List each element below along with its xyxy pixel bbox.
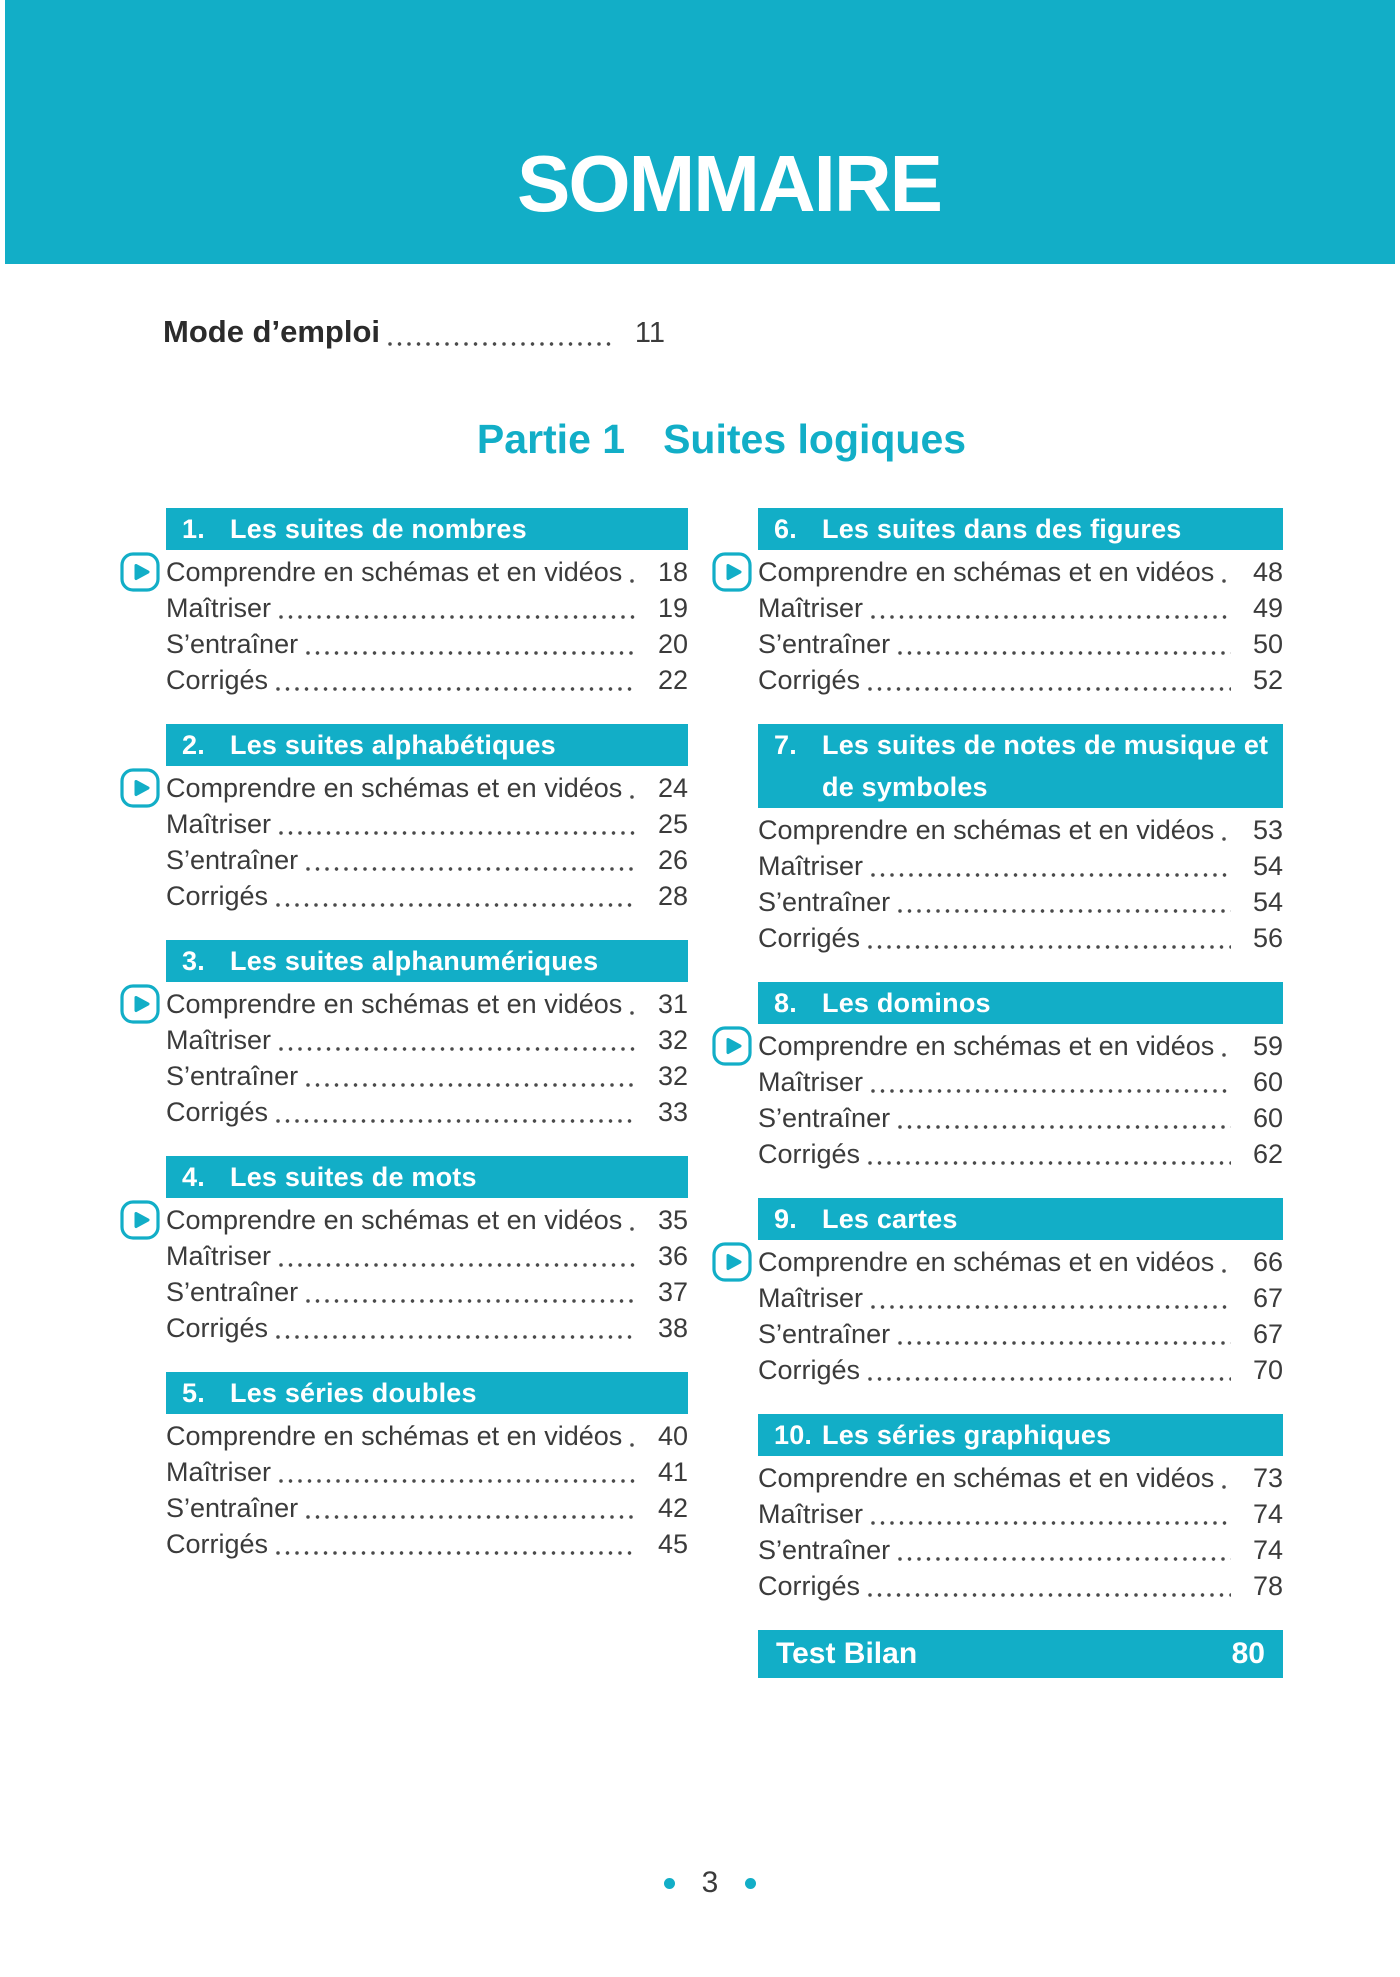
toc-entry — [166, 1310, 688, 1346]
toc-entry — [758, 1136, 1283, 1172]
entry-label: Maîtriser — [758, 851, 864, 881]
entry-label: Comprendre en schémas et en vidéos — [758, 815, 1215, 845]
section-header-bar — [166, 940, 688, 982]
page-number: 28 — [657, 881, 688, 911]
section-header-bar — [758, 508, 1283, 550]
play-video-icon — [120, 552, 160, 592]
toc-entry — [758, 662, 1283, 698]
section-header-bar — [166, 508, 688, 550]
dot-leader — [306, 867, 636, 871]
entry-label: S’entraîner — [166, 1493, 299, 1523]
pager-dot-icon — [745, 1878, 756, 1889]
entry-label: S’entraîner — [758, 629, 891, 659]
entry-label: Corrigés — [758, 1355, 861, 1385]
dot-leader — [868, 1593, 1231, 1597]
toc-entry — [758, 848, 1283, 884]
toc-entry — [758, 884, 1283, 920]
entry-label: S’entraîner — [758, 1319, 891, 1349]
test-bilan-bar — [758, 1630, 1283, 1678]
section-number: 10. — [774, 1420, 813, 1450]
section-title: Les suites dans des figures — [822, 514, 1182, 544]
page-number: 52 — [1252, 665, 1283, 695]
toc-entry — [166, 662, 688, 698]
dot-leader — [630, 795, 636, 799]
entry-label: S’entraîner — [166, 1061, 299, 1091]
page-number: 74 — [1252, 1535, 1283, 1565]
section-number: 1. — [182, 514, 205, 544]
section-entries — [758, 1460, 1283, 1604]
section-10 — [712, 1414, 1283, 1604]
toc-entry — [166, 1274, 688, 1310]
section-header-bar — [758, 982, 1283, 1024]
section-3 — [120, 940, 688, 1130]
page-number: 19 — [657, 593, 688, 623]
dot-leader — [871, 1521, 1231, 1525]
toc-entry — [166, 986, 688, 1022]
page-footer — [0, 1868, 1400, 1898]
section-number: 4. — [182, 1162, 205, 1192]
play-video-icon — [712, 1242, 752, 1282]
dot-leader — [898, 651, 1231, 655]
section-number: 2. — [182, 730, 205, 760]
page-number: 26 — [657, 845, 688, 875]
section-5 — [120, 1372, 688, 1562]
section-2 — [120, 724, 688, 914]
page-number: 60 — [1252, 1067, 1283, 1097]
section-header-bar — [166, 724, 688, 766]
page-number: 67 — [1252, 1319, 1283, 1349]
part-title: Suites logiques — [663, 416, 967, 462]
entry-label: S’entraîner — [166, 1277, 299, 1307]
entry-label: Comprendre en schémas et en vidéos — [758, 557, 1215, 587]
mode-demploi-entry — [163, 312, 665, 353]
entry-label: S’entraîner — [758, 1103, 891, 1133]
part-prefix: Partie 1 — [476, 416, 626, 462]
toc-entry — [166, 806, 688, 842]
section-number: 8. — [774, 988, 797, 1018]
toc-entry — [166, 878, 688, 914]
section-header-bar — [166, 1372, 688, 1414]
dot-leader — [1222, 837, 1231, 841]
dot-leader — [630, 1011, 636, 1015]
entry-label: S’entraîner — [758, 1535, 891, 1565]
dot-leader — [898, 1341, 1231, 1345]
page-number: 11 — [634, 317, 665, 349]
section-number: 7. — [774, 730, 797, 760]
section-entries — [166, 770, 688, 914]
page-number: 74 — [1252, 1499, 1283, 1529]
page-number: 49 — [1252, 593, 1283, 623]
page-number: 40 — [657, 1421, 688, 1451]
dot-leader — [630, 1227, 636, 1231]
entry-label: Comprendre en schémas et en vidéos — [166, 1205, 623, 1235]
dot-leader — [868, 945, 1231, 949]
section-title: Les suites alphanumériques — [230, 946, 599, 976]
toc-entry — [166, 554, 688, 590]
entry-label: S’entraîner — [166, 845, 299, 875]
dot-leader — [1222, 1485, 1231, 1489]
play-video-icon — [120, 984, 160, 1024]
toc-entry — [166, 1238, 688, 1274]
dot-leader — [871, 1089, 1231, 1093]
section-number: 5. — [182, 1378, 205, 1408]
page-number: 25 — [657, 809, 688, 839]
dot-leader — [868, 1377, 1231, 1381]
section-entries — [166, 1202, 688, 1346]
dot-leader — [279, 1479, 636, 1483]
dot-leader — [898, 1557, 1231, 1561]
toc-entry — [166, 1454, 688, 1490]
section-entries — [758, 812, 1283, 956]
toc-entry — [166, 1058, 688, 1094]
page-number: 33 — [657, 1097, 688, 1127]
entry-label: Corrigés — [166, 665, 269, 695]
page-number: 24 — [657, 773, 688, 803]
dot-leader — [898, 1125, 1231, 1129]
entry-label: Corrigés — [758, 1139, 861, 1169]
page-number: 32 — [657, 1061, 688, 1091]
section-header-bar — [166, 1156, 688, 1198]
dot-leader — [388, 342, 613, 346]
entry-label: Corrigés — [758, 1571, 861, 1601]
entry-label: Maîtriser — [166, 1025, 272, 1055]
dot-leader — [276, 903, 636, 907]
entry-label: Corrigés — [758, 665, 861, 695]
toc-column-left — [120, 508, 688, 1678]
entry-label: Corrigés — [758, 923, 861, 953]
section-entries — [166, 554, 688, 698]
dot-leader — [276, 1335, 636, 1339]
dot-leader — [871, 873, 1231, 877]
dot-leader — [279, 1263, 636, 1267]
toc-entry — [758, 1316, 1283, 1352]
dot-leader — [306, 1515, 636, 1519]
entry-label: Maîtriser — [166, 1241, 272, 1271]
play-video-icon — [712, 1026, 752, 1066]
page-number: 60 — [1252, 1103, 1283, 1133]
play-video-icon — [712, 552, 752, 592]
page-number: 67 — [1252, 1283, 1283, 1313]
entry-label: S’entraîner — [758, 887, 891, 917]
toc-entry — [166, 1490, 688, 1526]
toc-entry — [166, 1202, 688, 1238]
entry-label: Maîtriser — [758, 1283, 864, 1313]
page-number: 78 — [1252, 1571, 1283, 1601]
test-bilan-page: 80 — [1231, 1637, 1265, 1670]
page-title: SOMMAIRE — [517, 139, 941, 228]
section-title: Les suites de nombres — [230, 514, 527, 544]
page-number: 73 — [1252, 1463, 1283, 1493]
page-number: 54 — [1252, 887, 1283, 917]
dot-leader — [306, 651, 636, 655]
dot-leader — [868, 687, 1231, 691]
dot-leader — [306, 1299, 636, 1303]
toc-entry — [758, 1460, 1283, 1496]
toc-entry — [758, 626, 1283, 662]
toc-entry — [758, 1496, 1283, 1532]
pager-dot-icon — [664, 1878, 675, 1889]
page-number: 35 — [657, 1205, 688, 1235]
section-4 — [120, 1156, 688, 1346]
section-1 — [120, 508, 688, 698]
entry-label: S’entraîner — [166, 629, 299, 659]
toc-column-right — [712, 508, 1283, 1678]
dot-leader — [279, 831, 636, 835]
section-entries — [758, 1244, 1283, 1388]
toc-entry — [166, 1094, 688, 1130]
toc-entry — [758, 920, 1283, 956]
page-number: 20 — [657, 629, 688, 659]
page-number: 42 — [657, 1493, 688, 1523]
page-number: 59 — [1252, 1031, 1283, 1061]
dot-leader — [276, 687, 636, 691]
dot-leader — [279, 615, 636, 619]
play-video-icon — [120, 1200, 160, 1240]
entry-label: Corrigés — [166, 1529, 269, 1559]
section-header-bar — [758, 1414, 1283, 1456]
toc-entry — [758, 1568, 1283, 1604]
entry-label: Comprendre en schémas et en vidéos — [758, 1031, 1215, 1061]
section-9 — [712, 1198, 1283, 1388]
entry-label: Comprendre en schémas et en vidéos — [166, 989, 623, 1019]
dot-leader — [1222, 1053, 1231, 1057]
toc-entry — [166, 842, 688, 878]
section-number: 3. — [182, 946, 205, 976]
entry-label: Corrigés — [166, 1097, 269, 1127]
test-bilan-label: Test Bilan — [776, 1637, 918, 1670]
section-title: Les cartes — [822, 1204, 958, 1234]
page-number: 31 — [657, 989, 688, 1019]
dot-leader — [898, 909, 1231, 913]
entry-label: Comprendre en schémas et en vidéos — [166, 773, 623, 803]
toc-entry — [166, 770, 688, 806]
page-number: 38 — [657, 1313, 688, 1343]
entry-label: Maîtriser — [758, 593, 864, 623]
toc-entry — [166, 626, 688, 662]
toc-entry — [758, 1064, 1283, 1100]
page-number: 32 — [657, 1025, 688, 1055]
page-number: 56 — [1252, 923, 1283, 953]
section-title: Les suites de notes de musique et de symboles — [822, 730, 1269, 802]
toc-entry — [166, 590, 688, 626]
toc-entry — [758, 1280, 1283, 1316]
section-entries — [166, 986, 688, 1130]
entry-label: Corrigés — [166, 881, 269, 911]
toc-entry — [758, 590, 1283, 626]
page-number: 66 — [1252, 1247, 1283, 1277]
page-number: 48 — [1252, 557, 1283, 587]
page-number: 50 — [1252, 629, 1283, 659]
section-6 — [712, 508, 1283, 698]
dot-leader — [276, 1551, 636, 1555]
toc-entry — [758, 1100, 1283, 1136]
page-number: 37 — [657, 1277, 688, 1307]
toc-entry — [758, 1532, 1283, 1568]
section-header-bar — [758, 1198, 1283, 1240]
page-number: 18 — [657, 557, 688, 587]
play-video-icon — [120, 768, 160, 808]
entry-label: Maîtriser — [166, 593, 272, 623]
toc-entry — [166, 1022, 688, 1058]
toc-entry — [758, 812, 1283, 848]
section-number: 6. — [774, 514, 797, 544]
dot-leader — [1222, 579, 1231, 583]
entry-label: Maîtriser — [758, 1067, 864, 1097]
entry-label: Maîtriser — [166, 809, 272, 839]
header-band — [5, 0, 1395, 264]
toc-columns — [120, 508, 1283, 1678]
entry-label: Maîtriser — [166, 1457, 272, 1487]
section-title: Les suites alphabétiques — [230, 730, 556, 760]
toc-entry — [166, 1526, 688, 1562]
dot-leader — [279, 1047, 636, 1051]
section-number: 9. — [774, 1204, 797, 1234]
section-8 — [712, 982, 1283, 1172]
toc-entry — [758, 1028, 1283, 1064]
entry-label: Comprendre en schémas et en vidéos — [166, 1421, 623, 1451]
section-title: Les séries graphiques — [822, 1420, 1112, 1450]
section-title: Les séries doubles — [230, 1378, 477, 1408]
section-entries — [758, 554, 1283, 698]
toc-entry — [758, 1352, 1283, 1388]
mode-demploi-label: Mode d’emploi — [163, 314, 380, 349]
page-number: 54 — [1252, 851, 1283, 881]
dot-leader — [306, 1083, 636, 1087]
entry-label: Comprendre en schémas et en vidéos — [758, 1463, 1215, 1493]
page-number: 36 — [657, 1241, 688, 1271]
section-7 — [712, 724, 1283, 956]
entry-label: Maîtriser — [758, 1499, 864, 1529]
dot-leader — [868, 1161, 1231, 1165]
page-number: 41 — [657, 1457, 688, 1487]
dot-leader — [1222, 1269, 1231, 1273]
dot-leader — [276, 1119, 636, 1123]
page-number: 70 — [1252, 1355, 1283, 1385]
dot-leader — [871, 1305, 1231, 1309]
section-header-bar — [758, 724, 1283, 808]
section-title: Les suites de mots — [230, 1162, 477, 1192]
section-entries — [758, 1028, 1283, 1172]
toc-entry — [166, 1418, 688, 1454]
page-number: 53 — [1252, 815, 1283, 845]
part-heading — [120, 416, 1283, 463]
entry-label: Comprendre en schémas et en vidéos — [166, 557, 623, 587]
entry-label: Corrigés — [166, 1313, 269, 1343]
toc-entry — [758, 554, 1283, 590]
dot-leader — [630, 579, 636, 583]
section-entries — [166, 1418, 688, 1562]
footer-page-number: 3 — [701, 1866, 719, 1899]
section-title: Les dominos — [822, 988, 991, 1018]
page-number: 22 — [657, 665, 688, 695]
dot-leader — [871, 615, 1231, 619]
dot-leader — [630, 1443, 636, 1447]
toc-entry — [758, 1244, 1283, 1280]
entry-label: Comprendre en schémas et en vidéos — [758, 1247, 1215, 1277]
page-number: 62 — [1252, 1139, 1283, 1169]
page-number: 45 — [657, 1529, 688, 1559]
